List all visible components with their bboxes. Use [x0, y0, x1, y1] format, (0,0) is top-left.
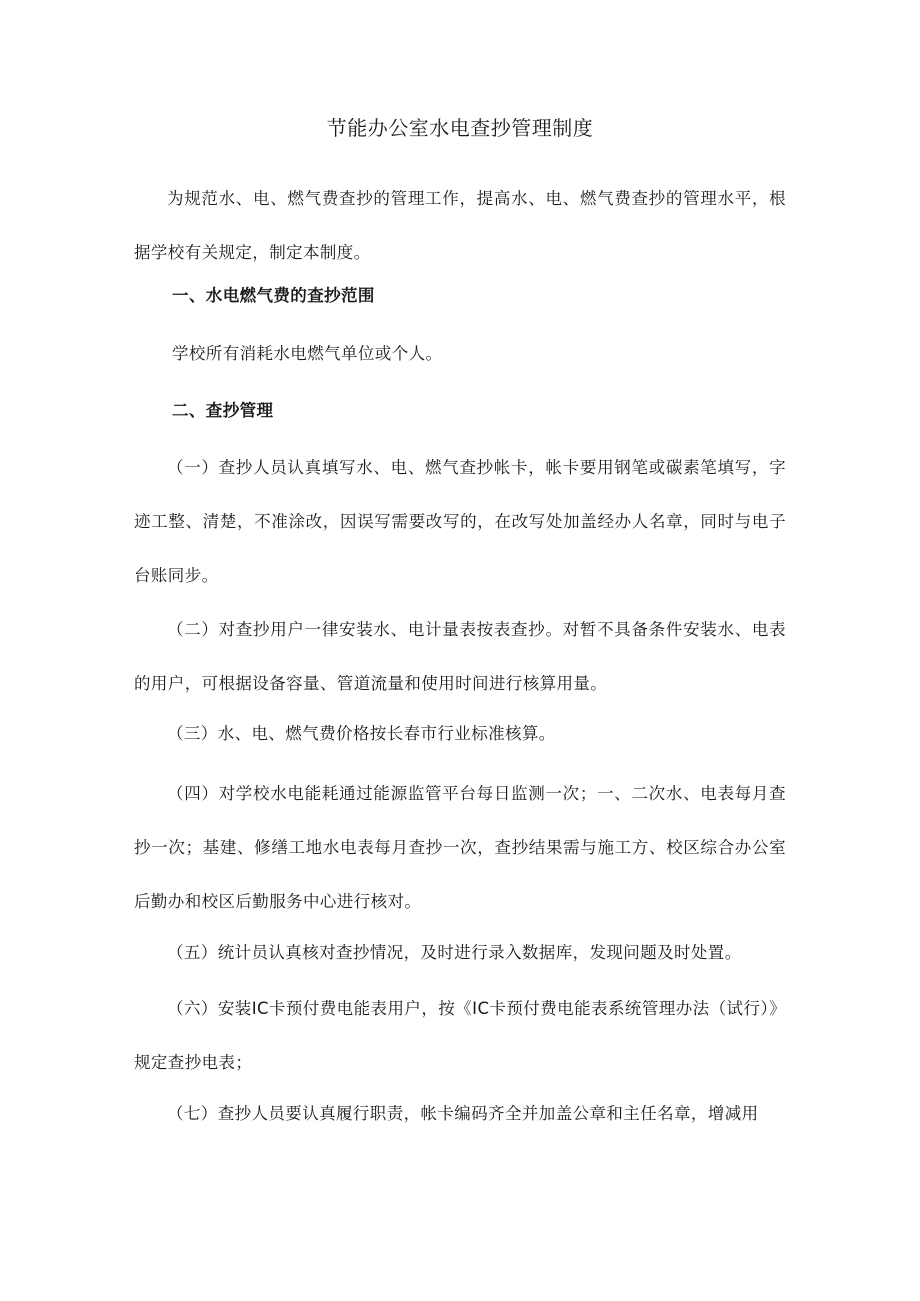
section-1-body: 学校所有消耗水电燃气单位或个人。	[172, 344, 443, 363]
list-item-2: （二）对查抄用户一律安装水、电计量表按表查抄。对暂不具备条件安装水、电表的用户，可根据设备容量、管道流量和使用时间进行核算用量。	[134, 620, 786, 693]
list-item-3: （三）水、电、燃气费价格按长春市行业标准核算。	[167, 724, 556, 743]
section-2-heading: 二、查抄管理	[172, 401, 274, 420]
list-item-4: （四）对学校水电能耗通过能源监管平台每日监测一次；一、二次水、电表每月查抄一次；基建、修缮工地水电表每月查抄一次，查抄结果需与施工方、校区综合办公室后勤办和校区后勤服务中心进行核对。	[134, 784, 786, 911]
list-item-1: （一）查抄人员认真填写水、电、燃气查抄帐卡，帐卡要用钢笔或碳素笔填写，字迹工整、清楚，不准涂改，因误写需要改写的，在改写处加盖经办人名章，同时与电子台账同步。	[134, 458, 786, 585]
intro-paragraph: 为规范水、电、燃气费查抄的管理工作，提高水、电、燃气费查抄的管理水平，根据学校有关规定，制定本制度。	[134, 189, 786, 262]
section-1-heading: 一、水电燃气费的查抄范围	[172, 286, 375, 305]
document-title: 节能办公室水电查抄管理制度	[326, 116, 594, 140]
list-item-7: （七）查抄人员要认真履行职责，帐卡编码齐全并加盖公章和主任名章，增减用	[167, 1104, 759, 1123]
list-item-5: （五）统计员认真核对查抄情况，及时进行录入数据库，发现问题及时处置。	[167, 943, 742, 962]
list-item-6: （六）安装IC卡预付费电能表用户，按《IC卡预付费电能表系统管理办法（试行）》规定查抄电表；	[134, 999, 786, 1072]
